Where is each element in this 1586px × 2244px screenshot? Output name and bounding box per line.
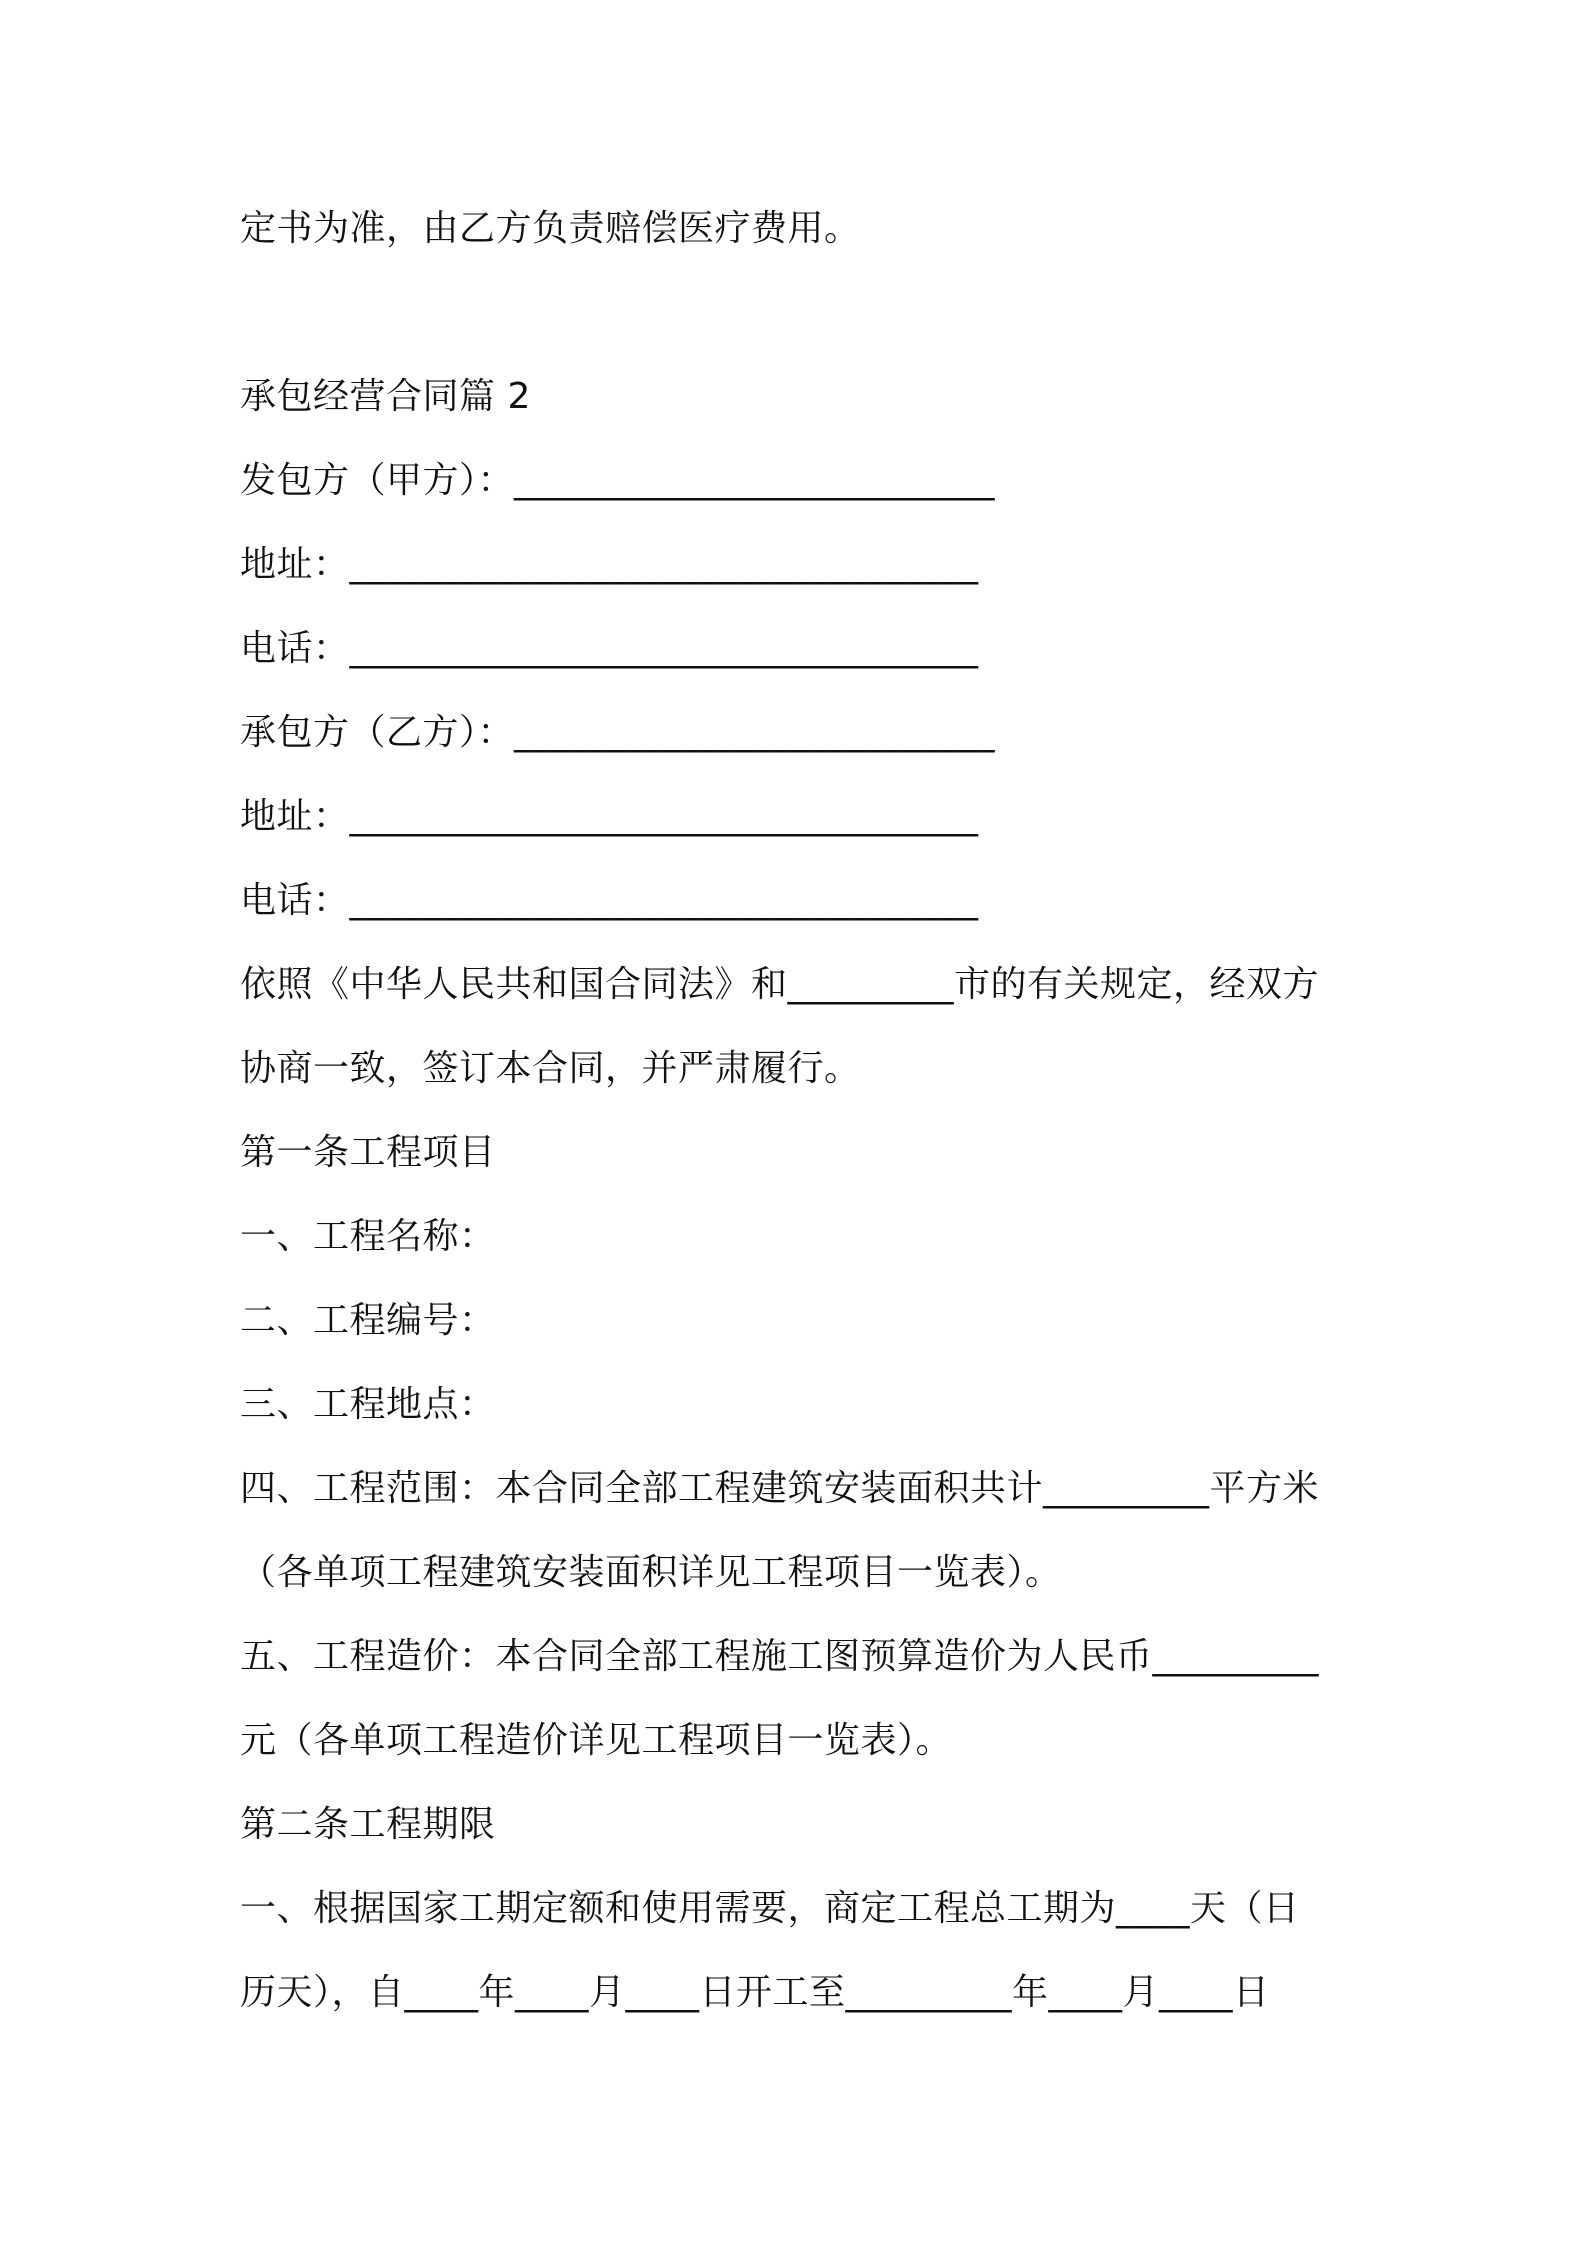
doc-line-20: 一、根据国家工期定额和使用需要，商定工程总工期为____天（日: [240, 1888, 1300, 1929]
doc-line-1: 定书为准，由乙方负责赔偿医疗费用。: [240, 208, 861, 249]
doc-line-21: 历天），自____年____月____日开工至_________年____月____日: [240, 1972, 1270, 2013]
doc-line-13: 二、工程编号：: [240, 1300, 496, 1341]
article-heading-1: 第一条工程项目: [240, 1132, 496, 1173]
party-b-phone-field: 电话：__________________________________: [240, 880, 979, 921]
doc-line-10: 协商一致，签订本合同，并严肃履行。: [240, 1048, 861, 1089]
party-a-address-field: 地址：__________________________________: [240, 544, 979, 585]
doc-line-17: 五、工程造价：本合同全部工程施工图预算造价为人民币_________: [240, 1636, 1320, 1677]
article-heading-2: 第二条工程期限: [240, 1804, 496, 1845]
doc-line-9: 依照《中华人民共和国合同法》和_________市的有关规定，经双方: [240, 964, 1320, 1005]
party-b-field: 承包方（乙方）：__________________________: [240, 712, 996, 753]
doc-line-18: 元（各单项工程造价详见工程项目一览表）。: [240, 1720, 953, 1761]
party-a-field: 发包方（甲方）：__________________________: [240, 460, 996, 501]
doc-line-16: （各单项工程建筑安装面积详见工程项目一览表）。: [240, 1552, 1062, 1593]
section-title: 承包经营合同篇 2: [240, 376, 531, 417]
doc-line-14: 三、工程地点：: [240, 1384, 496, 1425]
doc-line-15: 四、工程范围：本合同全部工程建筑安装面积共计_________平方米: [240, 1468, 1320, 1509]
party-b-address-field: 地址：__________________________________: [240, 796, 979, 837]
doc-line-12: 一、工程名称：: [240, 1216, 496, 1257]
party-a-phone-field: 电话：__________________________________: [240, 628, 979, 669]
